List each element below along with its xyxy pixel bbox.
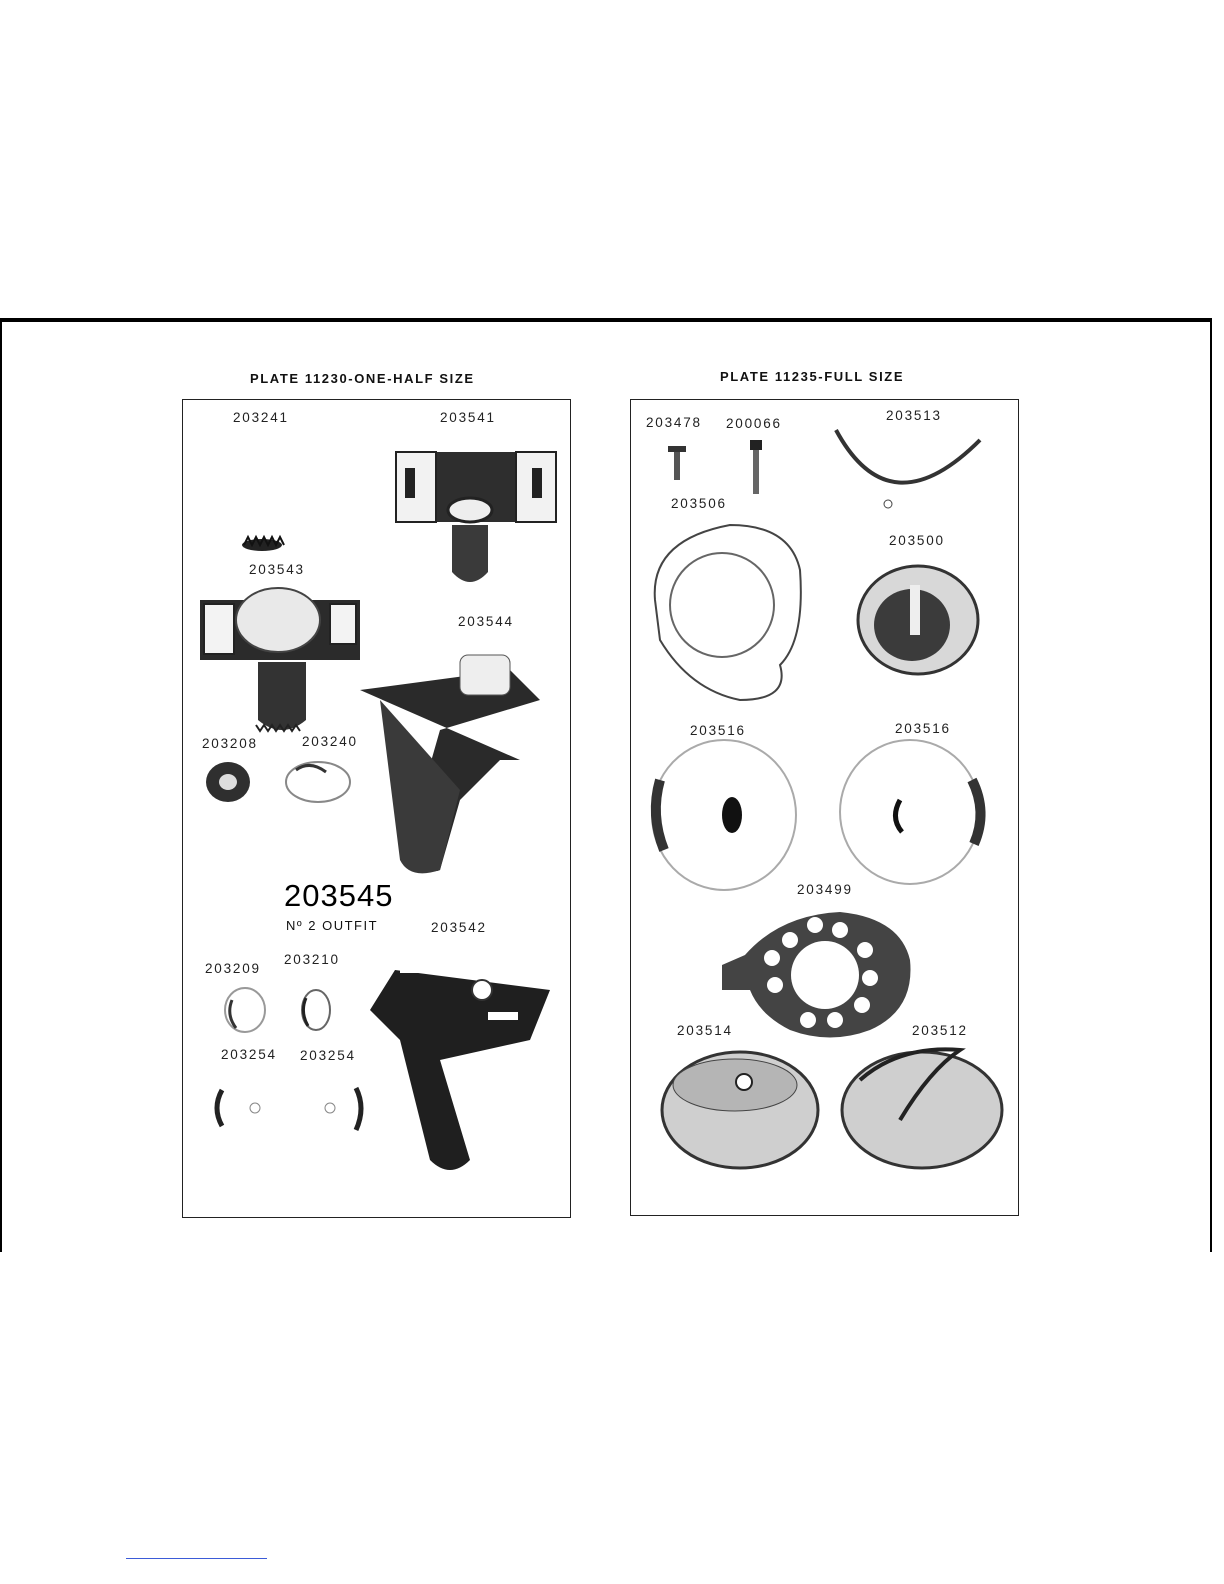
part-number-203500: 203500: [889, 533, 945, 548]
left-plate-title: PLATE 11230-ONE-HALF SIZE: [250, 371, 475, 386]
part-number-203542: 203542: [431, 920, 487, 935]
part-203500-illustration: [858, 566, 978, 674]
part-number-203543: 203543: [249, 562, 305, 577]
part-203210-illustration: [302, 990, 330, 1030]
part-203516-left-illustration: [652, 740, 796, 890]
outfit-number: 203545: [284, 878, 394, 913]
part-number-203516-right: 203516: [895, 721, 951, 736]
part-number-203513: 203513: [886, 408, 942, 423]
part-203516-right-illustration: [840, 740, 981, 884]
part-203478-illustration: [668, 446, 686, 480]
part-203208-illustration: [206, 762, 250, 802]
part-number-203544: 203544: [458, 614, 514, 629]
part-number-203506: 203506: [671, 496, 727, 511]
part-203543-gear: [242, 537, 284, 551]
part-203499-illustration: [722, 912, 911, 1038]
right-plate-title: PLATE 11235-FULL SIZE: [720, 369, 905, 384]
part-number-203254-left: 203254: [221, 1047, 277, 1062]
part-203209-illustration: [225, 988, 265, 1032]
part-number-203516-left: 203516: [690, 723, 746, 738]
part-203542-illustration: [370, 965, 550, 1170]
part-number-203240: 203240: [302, 734, 358, 749]
outfit-label: Nº 2 OUTFIT: [286, 918, 379, 933]
part-number-203499: 203499: [797, 882, 853, 897]
part-203254-right-illustration: [325, 1088, 361, 1130]
footnote-rule: [126, 1558, 267, 1559]
part-203514-illustration: [662, 1052, 818, 1168]
part-203543-illustration: [200, 588, 360, 731]
part-203513-illustration: [836, 430, 980, 508]
part-203254-left-illustration: [217, 1090, 260, 1126]
part-number-203241: 203241: [233, 410, 289, 425]
part-203512-illustration: [842, 1049, 1002, 1168]
part-number-203209: 203209: [205, 961, 261, 976]
part-number-203208: 203208: [202, 736, 258, 751]
part-203240-illustration: [286, 762, 350, 802]
part-number-200066: 200066: [726, 416, 782, 431]
part-number-203478: 203478: [646, 415, 702, 430]
part-number-203254-right: 203254: [300, 1048, 356, 1063]
part-number-203541: 203541: [440, 410, 496, 425]
part-203506-illustration: [655, 525, 801, 700]
part-203541-illustration: [396, 452, 556, 582]
part-200066-illustration: [750, 440, 762, 494]
part-number-203512: 203512: [912, 1023, 968, 1038]
part-203544-illustration: [360, 655, 540, 873]
part-number-203210: 203210: [284, 952, 340, 967]
part-number-203514: 203514: [677, 1023, 733, 1038]
